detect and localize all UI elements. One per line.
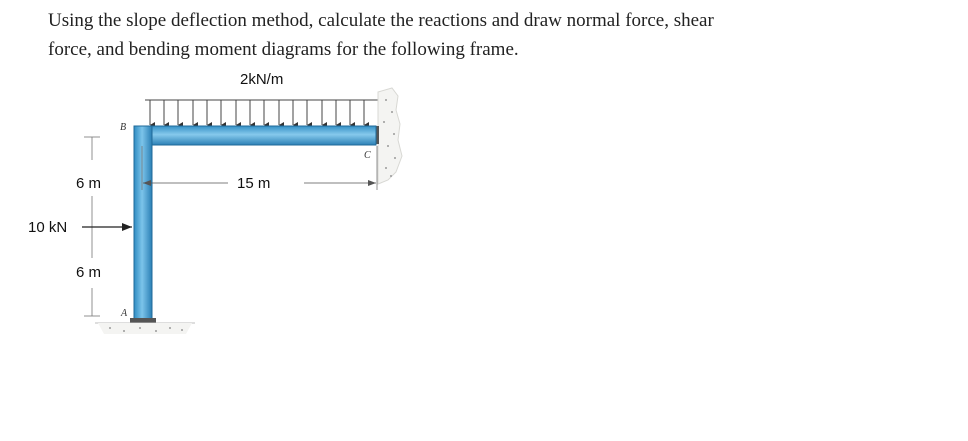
column-ab <box>134 126 152 322</box>
span-label: 15 m <box>237 175 271 192</box>
ground-support-a <box>95 318 195 334</box>
problem-line-2: force, and bending moment diagrams for the following frame. <box>48 39 519 60</box>
ground-hatch <box>98 323 192 334</box>
upper-height-label: 6 m <box>76 175 102 192</box>
point-load <box>28 219 132 236</box>
point-a-label: A <box>121 308 128 319</box>
load-arrows <box>150 100 378 125</box>
wall-support-c <box>374 88 402 184</box>
base-plate <box>130 318 156 323</box>
lower-height-label: 6 m <box>76 264 102 281</box>
distributed-load <box>145 71 380 125</box>
point-b-label: B <box>120 122 127 133</box>
point-c-label: C <box>364 150 371 161</box>
point-load-label: 10 kN <box>28 219 68 236</box>
load-label: 2kN/m <box>240 71 284 88</box>
wall-hatch <box>378 88 402 184</box>
span-dimension <box>142 146 377 192</box>
problem-line-1: Using the slope deflection method, calculate the reactions and draw normal force, shear <box>48 10 714 31</box>
beam-bc <box>134 126 376 145</box>
